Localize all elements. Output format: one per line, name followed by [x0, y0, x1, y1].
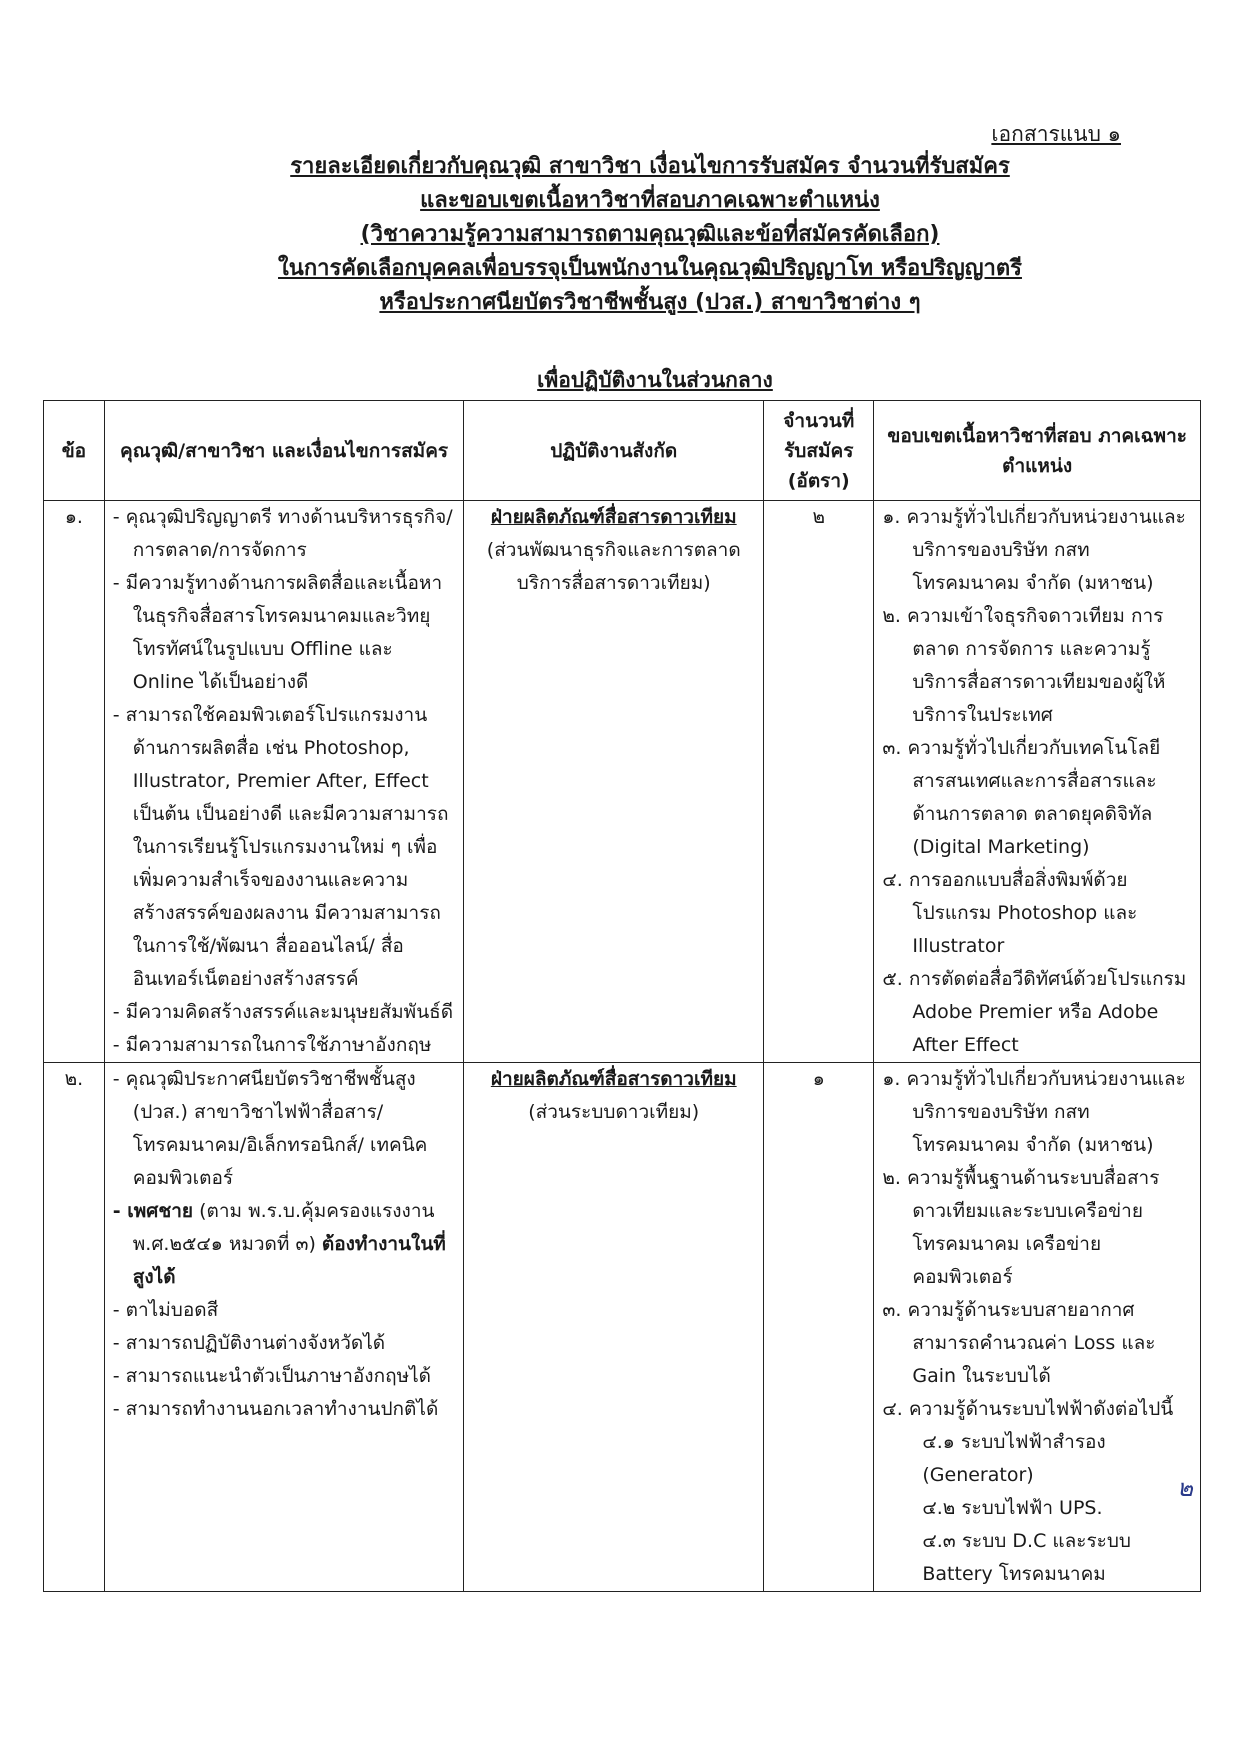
scope-cell [874, 501, 1201, 1063]
qualification-item: - สามารถทำงานนอกเวลาทำงานปกติได้ [112, 1398, 439, 1420]
header-no: ข้อ [44, 401, 105, 501]
page-number-mark: ๒ [1177, 1474, 1193, 1502]
unit-cell [464, 501, 764, 1063]
heading-line-3: (วิชาความรู้ความสามารถตามคุณวุฒิและข้อที่สมัครคัดเลือก) [360, 222, 940, 247]
qualification-cell [104, 1063, 464, 1592]
positions-table [43, 400, 1201, 1592]
qualification-cell [104, 501, 464, 1063]
table-header-row [44, 401, 1201, 501]
qualification-item: - มีความคิดสร้างสรรค์และมนุษยสัมพันธ์ดี [112, 1001, 454, 1023]
heading-line-5: หรือประกาศนียบัตรวิชาชีพชั้นสูง (ปวส.) สาขาวิชาต่าง ๆ [379, 290, 921, 315]
unit-name: ฝ่ายผลิตภัณฑ์สื่อสารดาวเทียม [490, 506, 737, 528]
unit-cell [464, 1063, 764, 1592]
heading-line-4: ในการคัดเลือกบุคคลเพื่อบรรจุเป็นพนักงานในคุณวุฒิปริญญาโท หรือปริญญาตรี [278, 256, 1022, 281]
subheading: เพื่อปฏิบัติงานในส่วนกลาง [537, 368, 773, 392]
qualification-item: - ตาไม่บอดสี [112, 1299, 219, 1321]
scope-cell [874, 1063, 1201, 1592]
unit-subdivision: (ส่วนระบบดาวเทียม) [528, 1101, 700, 1123]
gender-law-reference: (ตาม พ.ร.บ.คุ้มครองแรงงาน พ.ศ.๒๕๔๑ หมวดที่ ๓) [132, 1200, 435, 1255]
scope-item: ๕. การตัดต่อสื่อวีดิทัศน์ด้วยโปรแกรม Adobe Premier หรือ Adobe After Effect [882, 968, 1187, 1056]
table-row [44, 501, 1201, 1063]
scope-item: ๓. ความรู้ด้านระบบสายอากาศสามารถคำนวณค่า Loss และ Gain ในระบบได้ [882, 1299, 1156, 1387]
scope-item: ๒. ความรู้พื้นฐานด้านระบบสื่อสารดาวเทียมและระบบเครือข่ายโทรคมนาคม เครือข่ายคอมพิวเตอร์ [882, 1167, 1160, 1288]
scope-item: ๓. ความรู้ทั่วไปเกี่ยวกับเทคโนโลยีสารสนเทศและการสื่อสารและด้านการตลาด ตลาดยุคดิจิทัล (Digital Marketing) [882, 737, 1161, 858]
scope-subitem: ๔.๒ ระบบไฟฟ้า UPS. [922, 1497, 1103, 1519]
header-count: จำนวนที่ รับสมัคร (อัตรา) [764, 401, 874, 501]
qualification-item: - คุณวุฒิประกาศนียบัตรวิชาชีพชั้นสูง (ปวส.) สาขาวิชาไฟฟ้าสื่อสาร/ โทรคมนาคม/อิเล็กทรอนิกส์/ เทคนิคคอมพิวเตอร์ [112, 1068, 428, 1189]
scope-subitem: ๔.๓ ระบบ D.C และระบบ Battery โทรคมนาคม [922, 1530, 1131, 1585]
heading-line-1: รายละเอียดเกี่ยวกับคุณวุฒิ สาขาวิชา เงื่อนไขการรับสมัคร จำนวนที่รับสมัคร [290, 154, 1010, 179]
heading-line-2: และขอบเขตเนื้อหาวิชาที่สอบภาคเฉพาะตำแหน่ง [420, 188, 880, 213]
row-number: ๑. [44, 501, 105, 1063]
gender-requirement: ต้องทำงานในที่สูงได้ [132, 1233, 446, 1288]
table-row [44, 1063, 1201, 1592]
scope-subitem: ๔.๑ ระบบไฟฟ้าสำรอง (Generator) [922, 1431, 1106, 1486]
qualification-item: - สามารถปฏิบัติงานต่างจังหวัดได้ [112, 1332, 386, 1354]
row-number: ๒. [44, 1063, 105, 1592]
qualification-item-gender [113, 1195, 456, 1294]
qualification-item: - มีความสามารถในการใช้ภาษาอังกฤษ [112, 1034, 432, 1056]
count-cell: ๒ [764, 501, 874, 1063]
unit-name: ฝ่ายผลิตภัณฑ์สื่อสารดาวเทียม [490, 1068, 737, 1090]
scope-item: ๔. การออกแบบสื่อสิ่งพิมพ์ด้วยโปรแกรม Photoshop และ Illustrator [882, 869, 1138, 957]
scope-item: ๑. ความรู้ทั่วไปเกี่ยวกับหน่วยงานและบริการของบริษัท กสท โทรคมนาคม จำกัด (มหาชน) [882, 1068, 1186, 1156]
header-unit: ปฏิบัติงานสังกัด [464, 401, 764, 501]
scope-item: ๒. ความเข้าใจธุรกิจดาวเทียม การตลาด การจัดการ และความรู้บริการสื่อสารดาวเทียมของผู้ให้บริการในประเทศ [882, 605, 1166, 726]
annex-label: เอกสารแนบ ๑ [991, 122, 1121, 146]
header-qualification: คุณวุฒิ/สาขาวิชา และเงื่อนไขการสมัคร [104, 401, 464, 501]
header-scope: ขอบเขตเนื้อหาวิชาที่สอบ ภาคเฉพาะตำแหน่ง [874, 401, 1201, 501]
count-cell: ๑ [764, 1063, 874, 1592]
qualification-item: - คุณวุฒิปริญญาตรี ทางด้านบริหารธุรกิจ/ การตลาด/การจัดการ [112, 506, 453, 561]
unit-subdivision: (ส่วนพัฒนาธุรกิจและการตลาด บริการสื่อสารดาวเทียม) [486, 539, 741, 594]
scope-item: ๑. ความรู้ทั่วไปเกี่ยวกับหน่วยงานและบริการของบริษัท กสท โทรคมนาคม จำกัด (มหาชน) [882, 506, 1186, 594]
qualification-item: - สามารถแนะนำตัวเป็นภาษาอังกฤษได้ [112, 1365, 431, 1387]
gender-label: - เพศชาย [112, 1200, 194, 1222]
qualification-item: - มีความรู้ทางด้านการผลิตสื่อและเนื้อหาในธุรกิจสื่อสารโทรคมนาคมและวิทยุโทรทัศน์ในรูปแบบ Offline และ Online ได้เป็นอย่างดี [112, 572, 443, 693]
qualification-item: - สามารถใช้คอมพิวเตอร์โปรแกรมงานด้านการผลิตสื่อ เช่น Photoshop, Illustrator, Premier After, Effect เป็นต้น เป็นอย่างดี และมีความสามารถในการเรียนรู้โปรแกรมงานใหม่ ๆ เพื่อเพิ่มความสำเร็จของงานและความสร้างสรรค์ของผลงาน มีความสามารถในการใช้/พัฒนา สื่อออนไลน์/ สื่ออินเทอร์เน็ตอย่างสร้างสรรค์ [112, 704, 449, 990]
document-heading [150, 150, 1150, 320]
scope-item: ๔. ความรู้ด้านระบบไฟฟ้าดังต่อไปนี้ [882, 1398, 1174, 1420]
